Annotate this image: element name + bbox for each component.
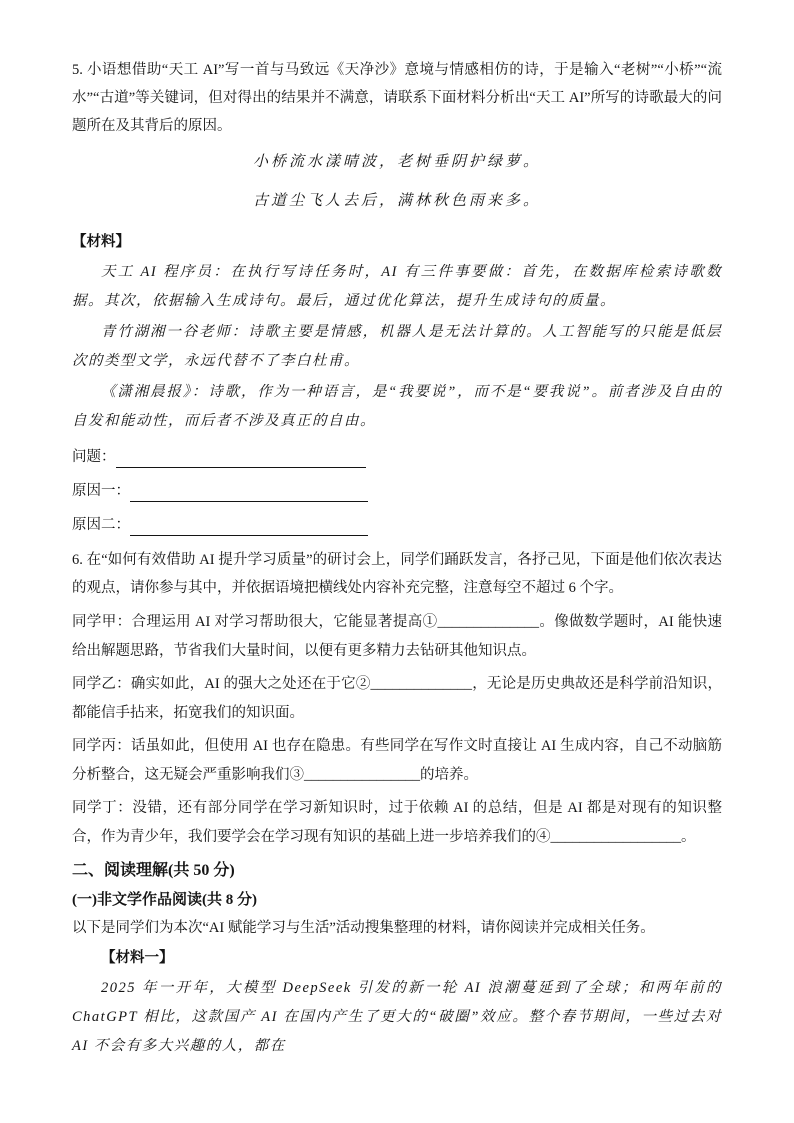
ai-generated-poem — [72, 150, 722, 213]
answer-blank-line — [130, 484, 368, 502]
material-quote-teacher: 青竹湖湘一谷老师：诗歌主要是情感，机器人是无法计算的。人工智能写的只能是低层次的类型文学，永远代替不了李白杜甫。 — [72, 324, 722, 369]
section-two-reading-comprehension — [72, 856, 722, 1061]
speaker-statement-jia: 同学甲：合理运用 AI 对学习帮助很大，它能显著提高①______________。像做数学题时，AI 能快速给出解题思路，节省我们大量时间，以便有更多精力去钻研其他知识点。 — [72, 614, 722, 659]
section-two-subheading: (一)非文学作品阅读(共 8 分) — [72, 892, 257, 908]
question-5 — [72, 56, 722, 536]
section-two-heading: 二、阅读理解(共 50 分) — [72, 862, 235, 879]
answer-label-reason-2: 原因二： — [72, 517, 130, 533]
answer-blank-line — [130, 518, 368, 536]
poem-line-1: 小桥流水漾晴波，老树垂阴护绿萝。 — [252, 154, 541, 170]
question-5-prompt: 5. 小语想借助“天工 AI”写一首与马致远《天净沙》意境与情感相仿的诗，于是输入“老树”“小桥”“流水”“古道”等关键词，但对得出的结果并不满意，请联系下面材料分析出“天工 AI”所写的诗歌最大的问题所在及其背后的原因。 — [72, 62, 722, 134]
material-quote-tiangong-programmer: 天工 AI 程序员：在执行写诗任务时，AI 有三件事要做：首先，在数据库检索诗歌数据。其次，依据输入生成诗句。最后，通过优化算法，提升生成诗句的质量。 — [72, 264, 722, 309]
answer-area — [72, 444, 722, 536]
answer-line-reason-2 — [72, 512, 722, 536]
question-6 — [72, 546, 722, 852]
answer-line-problem — [72, 444, 722, 468]
speaker-statement-ding: 同学丁：没错，还有部分同学在学习新知识时，过于依赖 AI 的总结，但是 AI 都是对现有的知识整合，作为青少年，我们要学会在学习现有知识的基础上进一步培养我们的④__________________。 — [72, 800, 722, 845]
reading-intro: 以下是同学们为本次“AI 赋能学习与生活”活动搜集整理的材料，请你阅读并完成相关任务。 — [72, 920, 655, 936]
question-6-prompt: 6. 在“如何有效借助 AI 提升学习质量”的研讨会上，同学们踊跃发言，各抒己见，下面是他们依次表达的观点，请你参与其中，并依据语境把横线处内容补充完整，注意每空不超过 6 个字。 — [72, 552, 722, 596]
answer-label-reason-1: 原因一： — [72, 483, 130, 499]
material-quote-xiaoxiang-morning-news: 《潇湘晨报》：诗歌，作为一种语言，是“我要说”，而不是“要我说”。前者涉及自由的自发和能动性，而后者不涉及真正的自由。 — [72, 384, 722, 429]
speaker-statement-yi: 同学乙：确实如此，AI 的强大之处还在于它②______________，无论是历史典故还是科学前沿知识，都能信手拈来，拓宽我们的知识面。 — [72, 676, 722, 721]
material-one-heading: 【材料一】 — [101, 950, 174, 966]
material-heading: 【材料】 — [72, 234, 130, 250]
poem-line-2: 古道尘飞人去后，满林秋色雨来多。 — [252, 193, 541, 209]
answer-line-reason-1 — [72, 478, 722, 502]
speaker-statement-bing: 同学丙：话虽如此，但使用 AI 也存在隐患。有些同学在写作文时直接让 AI 生成内容，自己不动脑筋分析整合，这无疑会严重影响我们③________________的培养。 — [72, 738, 722, 783]
answer-blank-line — [116, 450, 366, 468]
answer-label-problem: 问题： — [72, 449, 116, 465]
material-one-text: 2025 年一开年，大模型 DeepSeek 引发的新一轮 AI 浪潮蔓延到了全球；和两年前的 ChatGPT 相比，这款国产 AI 在国内产生了更大的“破圈”效应。整个春节期间，一些过去对 AI 不会有多大兴趣的人，都在 — [72, 980, 722, 1054]
